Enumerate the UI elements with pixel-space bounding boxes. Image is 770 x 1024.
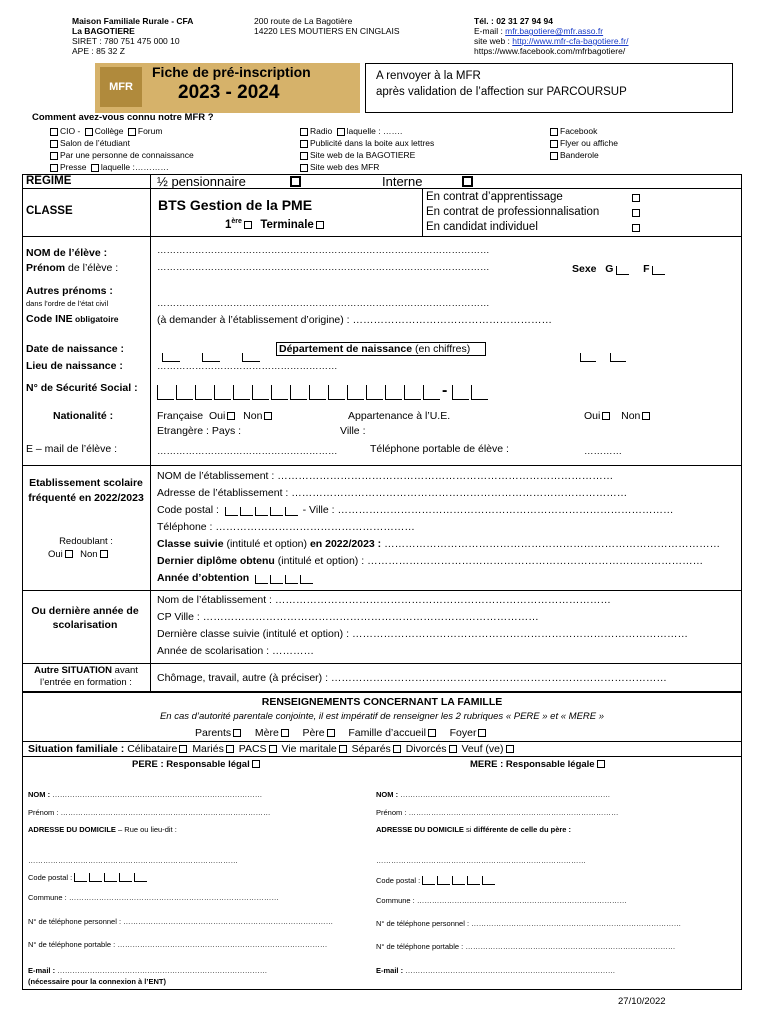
ville-label: Ville : — [340, 425, 366, 437]
autre-field[interactable]: …………………………………………………………………………………… — [330, 672, 667, 684]
lieu-field[interactable]: ………………………………………………… — [157, 361, 338, 372]
mere-commune-row: Commune : ………………………………………………………………………… — [376, 896, 627, 905]
date-naissance-label: Date de naissance : — [26, 343, 125, 355]
pere-nom-field[interactable]: ………………………………………………………………………… — [52, 790, 263, 799]
pere-title: PERE : Responsable légal — [132, 759, 262, 770]
footer-date: 27/10/2022 — [618, 996, 666, 1007]
etab-nom-row: NOM de l’établissement : …………………………………………………………………………………… — [157, 470, 614, 482]
checkbox[interactable] — [300, 164, 308, 172]
send-line1: A renvoyer à la MFR — [376, 70, 481, 82]
survey-col1: CIO - Collège Forum Salon de l’étudiant Par une personne de connaissance Presse laquelle :………… — [48, 126, 194, 172]
ue-non-checkbox[interactable] — [642, 412, 650, 420]
mere-tel-port-row: N° de téléphone portable : ………………………………………………………………………… — [376, 942, 676, 951]
ou-cp-field[interactable]: …………………………………………………………………………………… — [202, 611, 539, 623]
regime-label: REGIME — [26, 175, 72, 187]
checkbox[interactable] — [128, 128, 136, 136]
send-box — [365, 63, 733, 113]
site-label: site web : — [474, 36, 513, 46]
etab-diplome-field[interactable]: …………………………………………………………………………………… — [367, 555, 704, 567]
year-choice: 1ère Terminale — [225, 215, 326, 232]
checkbox[interactable] — [50, 152, 58, 160]
mere-prenom-row: Prénom : ………………………………………………………………………… — [376, 808, 619, 817]
etab-adresse-row: Adresse de l’établissement : …………………………………………………………………………………… — [157, 487, 628, 499]
terminale-checkbox[interactable] — [316, 221, 324, 229]
etab-tel-field[interactable]: ………………………………………………… — [215, 521, 415, 533]
nationalite-label: Nationalité : — [53, 410, 114, 422]
francaise-non-checkbox[interactable] — [264, 412, 272, 420]
francaise-oui-checkbox[interactable] — [227, 412, 235, 420]
email-link[interactable]: mfr.bagotiere@mfr.asso.fr — [505, 26, 604, 36]
ou-nom-row: Nom de l’établissement : …………………………………………………………………………………… — [157, 594, 611, 606]
family-subtitle: En cas d’autorité parentale conjointe, il est impératif de renseigner les 2 rubriques « PERE » et « MERE » — [159, 711, 605, 722]
etab-diplome-row: Dernier diplôme obtenu (intitulé et option) : …………………………………………………………………………………… — [157, 555, 704, 567]
checkbox[interactable] — [478, 729, 486, 737]
form-year: 2023 - 2024 — [178, 82, 280, 103]
checkbox[interactable] — [269, 745, 277, 753]
pere-adresse-field[interactable]: ………………………………………………………………………… — [28, 856, 238, 865]
pere-prenom-field[interactable]: ………………………………………………………………………… — [60, 808, 271, 817]
address-line2: 14220 LES MOUTIERS EN CINGLAIS — [254, 26, 400, 36]
redoublant-choice: Oui Non — [48, 549, 110, 560]
secu-slots[interactable]: - — [157, 382, 490, 400]
etab-nom-field[interactable]: …………………………………………………………………………………… — [277, 470, 614, 482]
ine-label: Code INE obligatoire — [26, 313, 119, 325]
pere-tel-port-field[interactable]: ………………………………………………………………………… — [117, 940, 328, 949]
pere-adresse-label: ADRESSE DU DOMICILE – Rue ou lieu-dit : — [28, 825, 177, 834]
ou-label: Ou dernière année de scolarisation — [31, 605, 139, 631]
address-block — [254, 16, 400, 36]
org-name: Maison Familiale Rurale - CFA — [72, 16, 194, 26]
mere-title: MERE : Responsable légale — [470, 759, 607, 770]
org-subname: La BAGOTIERE — [72, 26, 135, 36]
mere-adresse-field[interactable]: ………………………………………………………………………… — [376, 856, 586, 865]
pere-tel-perso-row: N° de téléphone personnel : ………………………………………………………………………… — [28, 917, 334, 926]
survey-col2: Radio laquelle : ……. Publicité dans la boite aux lettres Site web de la BAGOTIERE Site web des MFR — [298, 126, 434, 172]
pere-email-row: E-mail : ………………………………………………………………………… — [28, 966, 268, 975]
francaise-choice: Française Oui Non — [157, 410, 274, 422]
mere-cp-row: Code postal : — [376, 876, 497, 885]
checkbox[interactable] — [281, 729, 289, 737]
checkbox[interactable] — [50, 164, 58, 172]
checkbox[interactable] — [300, 140, 308, 148]
checkbox[interactable] — [449, 745, 457, 753]
etab-ville-field[interactable]: …………………………………………………………………………………… — [337, 504, 674, 516]
org-ape: APE : 85 32 Z — [72, 46, 125, 56]
pere-tel-perso-field[interactable]: ………………………………………………………………………… — [123, 917, 334, 926]
situation-row: Situation familiale : Célibataire Mariés PACS Vie maritale Séparés Divorcés Veuf (ve) — [28, 743, 516, 755]
email-label: E-mail : — [474, 26, 506, 36]
etab-classe-row: Classe suivie (intitulé et option) en 2022/2023 : …………………………………………………………………………………… — [157, 538, 721, 550]
program-name: BTS Gestion de la PME — [158, 197, 313, 213]
ou-nom-field[interactable]: …………………………………………………………………………………… — [274, 594, 611, 606]
pere-email-field[interactable]: ………………………………………………………………………… — [57, 966, 268, 975]
mere-tel-perso-field[interactable]: ………………………………………………………………………… — [471, 919, 682, 928]
mfr-logo: MFR — [100, 67, 142, 107]
checkbox[interactable] — [91, 164, 99, 172]
etab-adresse-field[interactable]: …………………………………………………………………………………… — [291, 487, 628, 499]
apprentissage-checkbox[interactable] — [632, 194, 640, 202]
checkbox[interactable] — [337, 128, 345, 136]
checkbox[interactable] — [50, 128, 58, 136]
etab-label: Etablissement scolaire fréquenté en 2022/2023 — [28, 477, 144, 504]
address-line1: 200 route de La Bagotière — [254, 16, 353, 26]
checkbox[interactable] — [327, 729, 335, 737]
ue-label: Appartenance à l’U.E. — [348, 410, 451, 422]
pere-commune-row: Commune : ………………………………………………………………………… — [28, 893, 279, 902]
autres-prenoms-field[interactable]: …………………………………………………………………………………………… — [157, 298, 490, 309]
ine-field[interactable]: (à demander à l’établissement d’origine) : ………………………………………………… — [157, 314, 553, 326]
checkbox[interactable] — [300, 152, 308, 160]
family-who-row: Parents Mère Père Famille d’accueil Foyer — [195, 727, 488, 739]
etab-cp-row: Code postal : - Ville : …………………………………………………………………………………… — [157, 504, 674, 516]
ou-cp-row: CP Ville : …………………………………………………………………………………… — [157, 611, 539, 623]
mere-tel-perso-row: N° de téléphone personnel : ………………………………………………………………………… — [376, 919, 682, 928]
send-line2: après validation de l’affection sur PARCOURSUP — [376, 86, 627, 98]
site-link[interactable]: http://www.mfr-cfa-bagotiere.fr/ — [512, 36, 629, 46]
phone: Tél. : 02 31 27 94 94 — [474, 16, 553, 26]
checkbox[interactable] — [428, 729, 436, 737]
sexe-choice: Sexe G F — [572, 263, 667, 275]
org-block — [72, 16, 193, 56]
mere-checkbox[interactable] — [597, 760, 605, 768]
nom-field[interactable]: …………………………………………………………………………………………… — [157, 245, 490, 256]
ou-annee-row: Année de scolarisation : ………… — [157, 645, 314, 657]
checkbox[interactable] — [393, 745, 401, 753]
sexe-g-box[interactable] — [616, 266, 629, 275]
checkbox[interactable] — [506, 745, 514, 753]
checkbox[interactable] — [233, 729, 241, 737]
pere-checkbox[interactable] — [252, 760, 260, 768]
professionnalisation-checkbox[interactable] — [632, 209, 640, 217]
birthdate-slots[interactable] — [162, 344, 262, 362]
regime-half: ½ pensionnaire — [157, 174, 246, 189]
eleve-tel-field[interactable]: ………… — [584, 446, 622, 457]
etab-classe-field[interactable]: …………………………………………………………………………………… — [384, 538, 721, 550]
ue-oui-checkbox[interactable] — [602, 412, 610, 420]
ue-choice: Oui Non — [584, 410, 652, 422]
eleve-email-field[interactable]: ………………………………………………… — [157, 446, 338, 457]
checkbox[interactable] — [50, 140, 58, 148]
mere-nom-row: NOM : ………………………………………………………………………… — [376, 790, 611, 799]
family-title: RENSEIGNEMENTS CONCERNANT LA FAMILLE — [261, 696, 503, 708]
secu-label: N° de Sécurité Social : — [26, 382, 138, 394]
ou-classe-field[interactable]: …………………………………………………………………………………… — [351, 628, 688, 640]
individuel-checkbox[interactable] — [632, 224, 640, 232]
checkbox[interactable] — [179, 745, 187, 753]
form-title: Fiche de pré-inscription — [152, 64, 311, 80]
redoublant-oui-checkbox[interactable] — [65, 550, 73, 558]
survey-col3: Facebook Flyer ou affiche Banderole — [548, 126, 618, 160]
pere-nom-row: NOM : ………………………………………………………………………… — [28, 790, 263, 799]
survey-question: Comment avez-vous connu notre MFR ? — [32, 112, 214, 123]
eleve-nom-label: NOM de l’élève : — [26, 247, 108, 259]
autre-label: Autre SITUATION avant l’entrée en formation : — [34, 665, 138, 688]
regime-interne: Interne — [382, 174, 423, 189]
checkbox[interactable] — [550, 128, 558, 136]
first-year-checkbox[interactable] — [244, 221, 252, 229]
checkbox[interactable] — [550, 152, 558, 160]
eleve-prenom-label: Prénom de l’élève : — [26, 262, 119, 274]
autre-row: Chômage, travail, autre (à préciser) : …………………………………………………………………………………… — [157, 672, 667, 684]
contact-block — [474, 16, 628, 56]
pere-tel-port-row: N° de téléphone portable : ………………………………………………………………………… — [28, 940, 328, 949]
etab-tel-row: Téléphone : ………………………………………………… — [157, 521, 415, 533]
mere-email-row: E-mail : ………………………………………………………………………… — [376, 966, 616, 975]
classe-label: CLASSE — [26, 205, 73, 217]
sexe-f-box[interactable] — [652, 266, 665, 275]
contract-options: En contrat d’apprentissage En contrat de professionnalisation En candidat individuel — [426, 191, 600, 233]
departement-box: Département de naissance (en chiffres) — [276, 342, 486, 356]
boarder-checkbox[interactable] — [462, 176, 473, 187]
checkbox[interactable] — [550, 140, 558, 148]
mere-prenom-field[interactable]: ………………………………………………………………………… — [408, 808, 619, 817]
pere-commune-field[interactable]: ………………………………………………………………………… — [68, 893, 279, 902]
autres-prenoms-label: Autres prénoms : — [26, 285, 113, 297]
checkbox[interactable] — [226, 745, 234, 753]
mere-commune-field[interactable]: ………………………………………………………………………… — [416, 896, 627, 905]
facebook-link[interactable]: https://www.facebook.com/mfrbagotiere/ — [474, 46, 626, 56]
org-siret: SIRET : 780 751 475 000 10 — [72, 36, 180, 46]
ou-classe-row: Dernière classe suivie (intitulé et option) : …………………………………………………………………………………… — [157, 628, 688, 640]
etrangere-label: Etrangère : Pays : — [157, 425, 242, 437]
half-board-checkbox[interactable] — [290, 176, 301, 187]
eleve-email-label: E – mail de l’élève : — [26, 443, 118, 455]
departement-slots[interactable] — [580, 344, 628, 362]
checkbox[interactable] — [300, 128, 308, 136]
redoublant-non-checkbox[interactable] — [100, 550, 108, 558]
email-note: (nécessaire pour la connexion à l’ENT) — [28, 977, 166, 986]
pere-prenom-row: Prénom : ………………………………………………………………………… — [28, 808, 271, 817]
mere-email-field[interactable]: ………………………………………………………………………… — [405, 966, 616, 975]
mere-adresse-label: ADRESSE DU DOMICILE si différente de celle du père : — [376, 825, 572, 834]
prenom-field[interactable]: …………………………………………………………………………………………… — [157, 262, 490, 273]
pere-cp-row: Code postal : — [28, 873, 149, 882]
ordre-note: dans l’ordre de l’état civil — [26, 299, 109, 308]
mere-tel-port-field[interactable]: ………………………………………………………………………… — [465, 942, 676, 951]
etab-annee-row: Année d’obtention — [157, 572, 315, 584]
eleve-tel-label: Téléphone portable de élève : — [370, 443, 509, 455]
redoublant-label: Redoublant : — [59, 536, 113, 547]
lieu-naissance-label: Lieu de naissance : — [26, 360, 123, 372]
mere-nom-field[interactable]: ………………………………………………………………………… — [400, 790, 611, 799]
checkbox[interactable] — [85, 128, 93, 136]
checkbox[interactable] — [339, 745, 347, 753]
ou-annee-field[interactable]: ………… — [272, 645, 314, 657]
